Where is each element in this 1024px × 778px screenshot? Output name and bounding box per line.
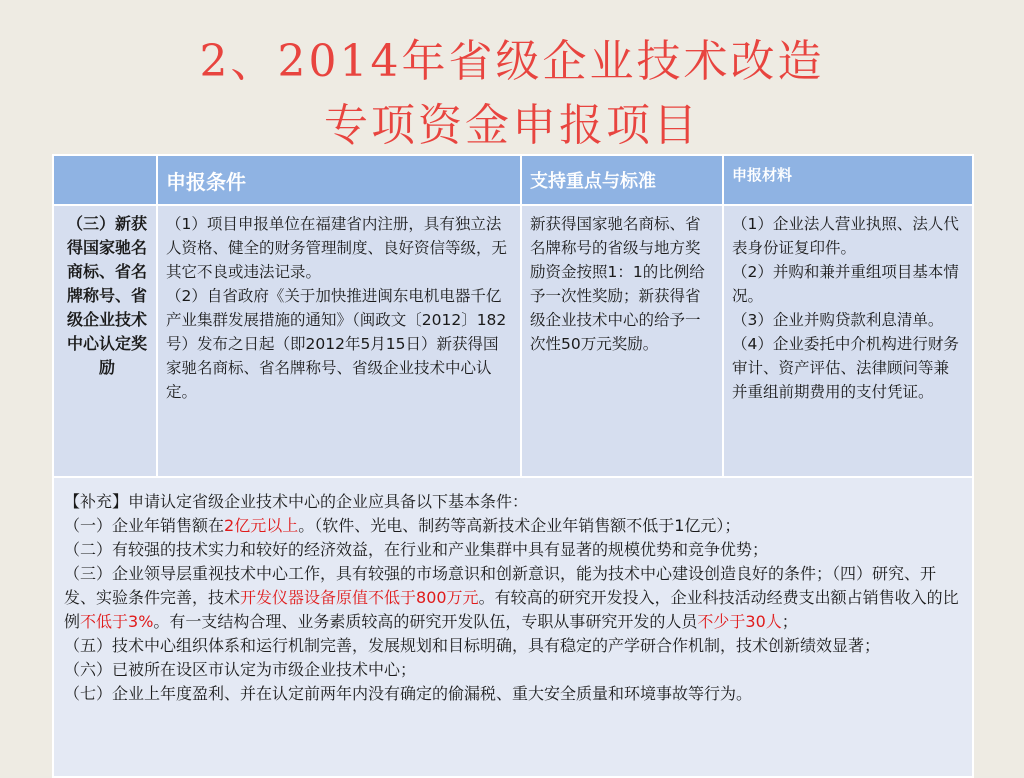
- header-cell-conditions: 申报条件: [157, 155, 521, 205]
- header-cell-support: 支持重点与标准: [521, 155, 723, 205]
- supplement-row: [53, 477, 973, 777]
- header-cell-materials: 申报材料: [723, 155, 973, 205]
- material-item: （3）企业并购贷款利息清单。: [732, 311, 944, 329]
- header-cell-category: [53, 155, 157, 205]
- category-cell: （三）新获得国家驰名商标、省名牌称号、省级企业技术中心认定奖励: [53, 205, 157, 477]
- project-table: [52, 154, 974, 778]
- condition-item: （1）项目申报单位在福建省内注册，具有独立法人资格、健全的财务管理制度、良好资信等级，无其它不良或违法记录。: [166, 215, 508, 281]
- highlight-text: 不少于30人: [697, 612, 782, 631]
- material-item: （2）并购和兼并重组项目基本情况。: [732, 263, 959, 305]
- materials-cell: [723, 205, 973, 477]
- support-cell: 新获得国家驰名商标、省名牌称号的省级与地方奖励资金按照1：1的比例给予一次性奖励；新获得省级企业技术中心的给予一次性50万元奖励。: [521, 205, 723, 477]
- supplement-item-2: （二）有较强的技术实力和较好的经济效益，在行业和产业集群中具有显著的规模优势和竞争优势；: [64, 540, 769, 559]
- supplement-item-1: （一）企业年销售额在2亿元以上。（软件、光电、制药等高新技术企业年销售额不低于1亿元）；: [64, 516, 741, 535]
- material-item: （4）企业委托中介机构进行财务审计、资产评估、法律顾问等兼并重组前期费用的支付凭证。: [732, 335, 959, 401]
- table-row: [53, 205, 973, 477]
- material-item: （1）企业法人营业执照、法人代表身份证复印件。: [732, 215, 959, 257]
- supplement-item-5: （五）技术中心组织体系和运行机制完善，发展规划和目标明确，具有稳定的产学研合作机制，技术创新绩效显著；: [64, 636, 881, 655]
- slide-title: [0, 30, 1024, 158]
- title-line-1: 2、2014年省级企业技术改造: [199, 36, 825, 87]
- highlight-text: 2亿元以上: [224, 516, 299, 535]
- supplement-cell: [53, 477, 973, 777]
- highlight-text: 开发仪器设备原值不低于800万元: [240, 588, 479, 607]
- supplement-item-3: （三）企业领导层重视技术中心工作，具有较强的市场意识和创新意识，能为技术中心建设创造良好的条件；（四）研究、开发、实验条件完善，技术开发仪器设备原值不低于800万元。有较高的研究开发投入，企业科技活动经费支出额占销售收入的比例不低于3%。有一支结构合理、业务素质较高的研究开发队伍，专职从事研究开发的人员不少于30人；: [64, 564, 959, 631]
- highlight-text: 不低于3%: [80, 612, 154, 631]
- supplement-item-6: （六）已被所在设区市认定为市级企业技术中心；: [64, 660, 417, 679]
- supplement-item-7: （七）企业上年度盈利、并在认定前两年内没有确定的偷漏税、重大安全质量和环境事故等行为。: [64, 684, 753, 703]
- condition-item: （2）自省政府《关于加快推进闽东电机电器千亿产业集群发展措施的通知》（闽政文〔2012〕182号）发布之日起（即2012年5月15日）新获得国家驰名商标、省名牌称号、省级企业技术中心认定。: [166, 287, 507, 401]
- table-header-row: [53, 155, 973, 205]
- conditions-cell: [157, 205, 521, 477]
- title-line-2: 专项资金申报项目: [324, 100, 700, 151]
- supplement-intro: 【补充】申请认定省级企业技术中心的企业应具备以下基本条件：: [64, 492, 529, 511]
